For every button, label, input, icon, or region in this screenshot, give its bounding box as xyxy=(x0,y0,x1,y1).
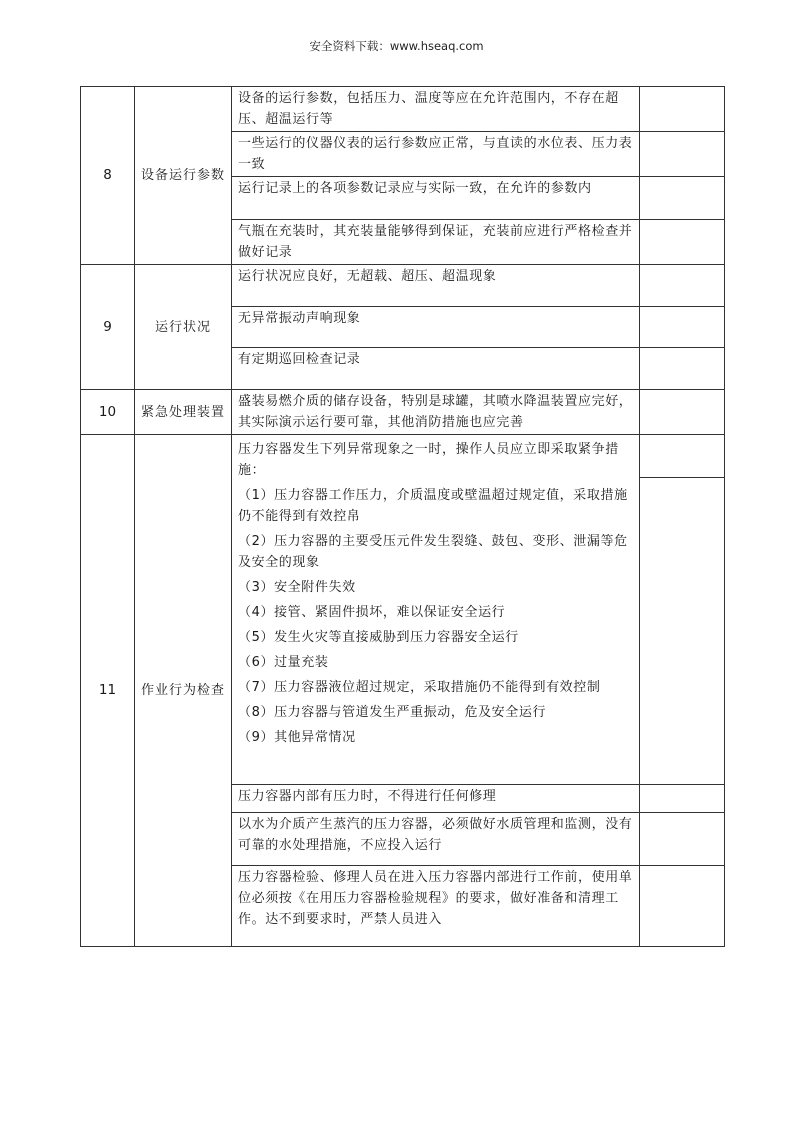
item-number: 8 xyxy=(81,87,135,265)
check-result-cell[interactable] xyxy=(640,177,725,220)
check-result-cell[interactable] xyxy=(640,348,725,390)
check-content: 盛装易燃介质的储存设备，特别是球罐，其喷水降温装置应完好，其实际演示运行要可靠，其他消防措施也应完善 xyxy=(232,390,640,435)
item-number: 9 xyxy=(81,265,135,390)
abnormal-conditions-block xyxy=(232,435,640,785)
page-header: 安全资料下载：www.hseaq.com xyxy=(309,39,484,53)
item-category: 运行状况 xyxy=(135,265,232,390)
check-result-cell[interactable] xyxy=(640,866,725,947)
safety-checklist-table xyxy=(80,86,725,947)
check-content: 以水为介质产生蒸汽的压力容器，必须做好水质管理和监测，没有可靠的水处理措施，不应投入运行 xyxy=(232,813,640,866)
item-number: 10 xyxy=(81,390,135,435)
abnormal-item: （1）压力容器工作压力，介质温度或壁温超过规定值，采取措施仍不能得到有效控帛 xyxy=(238,488,628,524)
check-result-cell[interactable] xyxy=(640,435,725,478)
abnormal-item: （3）安全附件失效 xyxy=(238,580,356,595)
abnormal-intro: 压力容器发生下列异常现象之一时，操作人员应立即采取紧争措施： xyxy=(238,442,619,478)
abnormal-item: （4）接管、紧固件损坏，难以保证安全运行 xyxy=(238,605,506,620)
item-category: 紧急处理装置 xyxy=(135,390,232,435)
abnormal-item: （7）压力容器液位超过规定，采取措施仍不能得到有效控制 xyxy=(238,680,601,695)
check-content: 无异常振动声响现象 xyxy=(232,307,640,348)
item-number: 11 xyxy=(81,435,135,947)
check-result-cell[interactable] xyxy=(640,307,725,348)
check-content: 压力容器内部有压力时，不得进行任何修理 xyxy=(232,785,640,813)
check-result-cell[interactable] xyxy=(640,87,725,132)
abnormal-item: （8）压力容器与管道发生严重振动，危及安全运行 xyxy=(238,705,547,720)
check-result-cell[interactable] xyxy=(640,478,725,785)
check-result-cell[interactable] xyxy=(640,785,725,813)
check-result-cell[interactable] xyxy=(640,813,725,866)
check-result-cell[interactable] xyxy=(640,390,725,435)
check-result-cell[interactable] xyxy=(640,220,725,265)
abnormal-item: （6）过量充装 xyxy=(238,655,329,670)
check-content: 运行记录上的各项参数记录应与实际一致，在允许的参数内 xyxy=(232,177,640,220)
item-category: 作业行为检查 xyxy=(135,435,232,947)
check-result-cell[interactable] xyxy=(640,265,725,307)
check-content: 气瓶在充装时，其充装量能够得到保证，充装前应进行严格检查并做好记录 xyxy=(232,220,640,265)
check-content: 运行状况应良好，无超载、超压、超温现象 xyxy=(232,265,640,307)
check-result-cell[interactable] xyxy=(640,132,725,177)
abnormal-item: （9）其他异常情况 xyxy=(238,730,356,745)
abnormal-item: （2）压力容器的主要受压元件发生裂缝、鼓包、变形、泄漏等危及安全的现象 xyxy=(238,534,628,570)
check-content: 压力容器检验、修理人员在进入压力容器内部进行工作前，使用单位必须按《在用压力容器检验规程》的要求，做好准备和清理工作。达不到要求时，严禁人员进入 xyxy=(232,866,640,947)
check-content: 设备的运行参数，包括压力、温度等应在允许范围内，不存在超压、超温运行等 xyxy=(232,87,640,132)
check-content: 一些运行的仪器仪表的运行参数应正常，与直读的水位表、压力表一致 xyxy=(232,132,640,177)
abnormal-item: （5）发生火灾等直接威胁到压力容器安全运行 xyxy=(238,630,519,645)
item-category: 设备运行参数 xyxy=(135,87,232,265)
check-content: 有定期巡回检查记录 xyxy=(232,348,640,390)
